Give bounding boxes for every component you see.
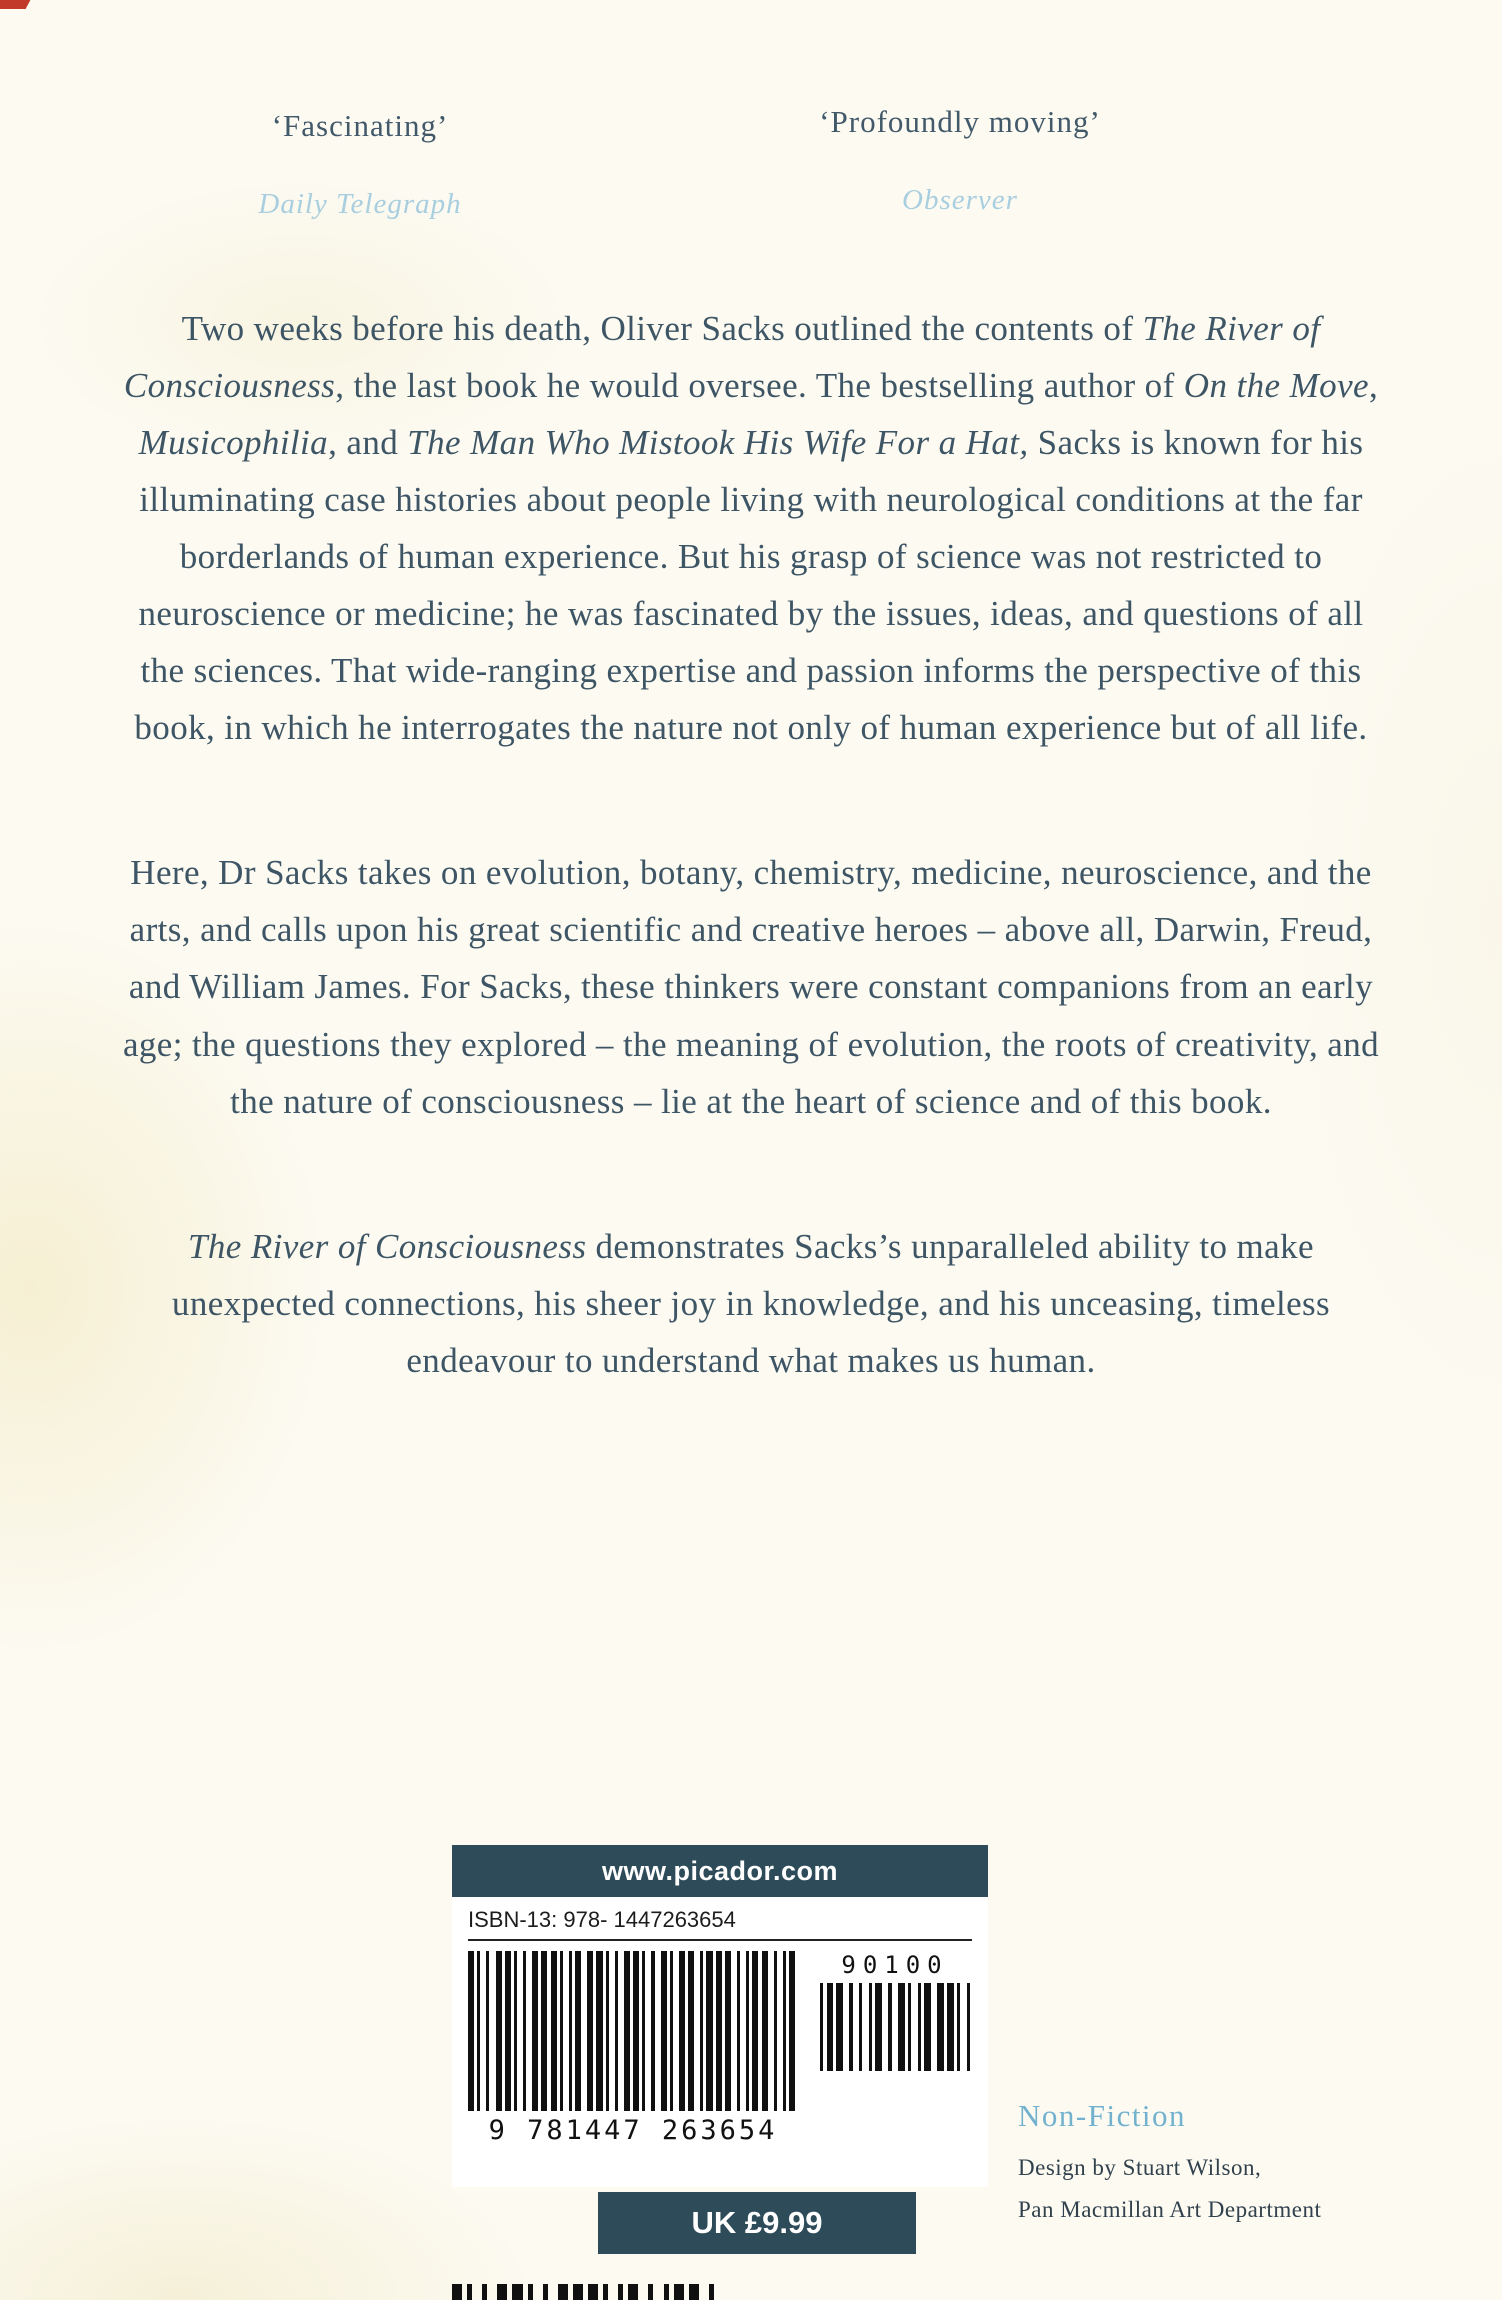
barcode-row bbox=[468, 1951, 972, 2146]
ean5-digits: 90100 bbox=[841, 1951, 949, 1979]
price-badge: UK £9.99 bbox=[598, 2192, 916, 2254]
strip-bars bbox=[452, 2284, 714, 2300]
publisher-url-bar: www.picador.com bbox=[452, 1845, 988, 1897]
blurb-paragraph-3: The River of Consciousness demonstrates Sacks’s unparalleled ability to make unexpected connections, his sheer joy in knowledge, and his unceasing, timeless endeavour to understand what makes us human. bbox=[171, 1226, 1331, 1380]
barcode-box bbox=[452, 1897, 988, 2187]
isbn-label: ISBN-13: 978- 1447263654 bbox=[468, 1907, 972, 1941]
blurb-body bbox=[0, 300, 1502, 1477]
ean13-barcode bbox=[468, 1951, 798, 2146]
blurb-paragraph-2: Here, Dr Sacks takes on evolution, botany, chemistry, medicine, neuroscience, and the arts, and calls upon his great scientific and creative heroes – above all, Darwin, Freud, and William James. For Sacks, these thinkers were constant companions from an early age; the questions they explored – the meaning of evolution, the roots of creativity, and the nature of consciousness – lie at the heart of science and of this book. bbox=[122, 853, 1380, 1121]
quote-text: ‘Profoundly moving’ bbox=[819, 104, 1101, 139]
category-label: Non-Fiction bbox=[1018, 2098, 1187, 2133]
ean5-addon-barcode bbox=[820, 1951, 970, 2146]
review-quote-left bbox=[170, 108, 550, 221]
review-quote-right bbox=[740, 104, 1180, 217]
design-credit-line1: Design by Stuart Wilson, bbox=[1018, 2155, 1262, 2180]
design-credit-line2: Pan Macmillan Art Department bbox=[1018, 2197, 1322, 2222]
blurb-paragraph-1: Two weeks before his death, Oliver Sacks outlined the contents of The River of Consciousness, the last book he would oversee. The bestselling author of On the Move, Musicophilia, and The Man Who Mistook His Wife For a Hat, Sacks is known for his illuminating case histories about people living with neurological conditions at the far borderlands of human experience. But his grasp of science was not restricted to neuroscience or medicine; he was fascinated by the issues, ideas, and questions of all the sciences. That wide-ranging expertise and passion informs the perspective of this book, in which he interrogates the nature not only of human experience but of all life. bbox=[123, 309, 1379, 748]
page-edge-barcode-strip bbox=[452, 2284, 714, 2300]
ean13-digits: 9 781447 263654 bbox=[488, 2115, 778, 2146]
ean13-bars bbox=[468, 1951, 798, 2111]
quote-source: Daily Telegraph bbox=[258, 188, 462, 220]
quote-text: ‘Fascinating’ bbox=[271, 108, 449, 143]
ean5-bars bbox=[820, 1983, 970, 2071]
scan-corner-artifact bbox=[0, 0, 30, 9]
quote-source: Observer bbox=[902, 184, 1018, 216]
